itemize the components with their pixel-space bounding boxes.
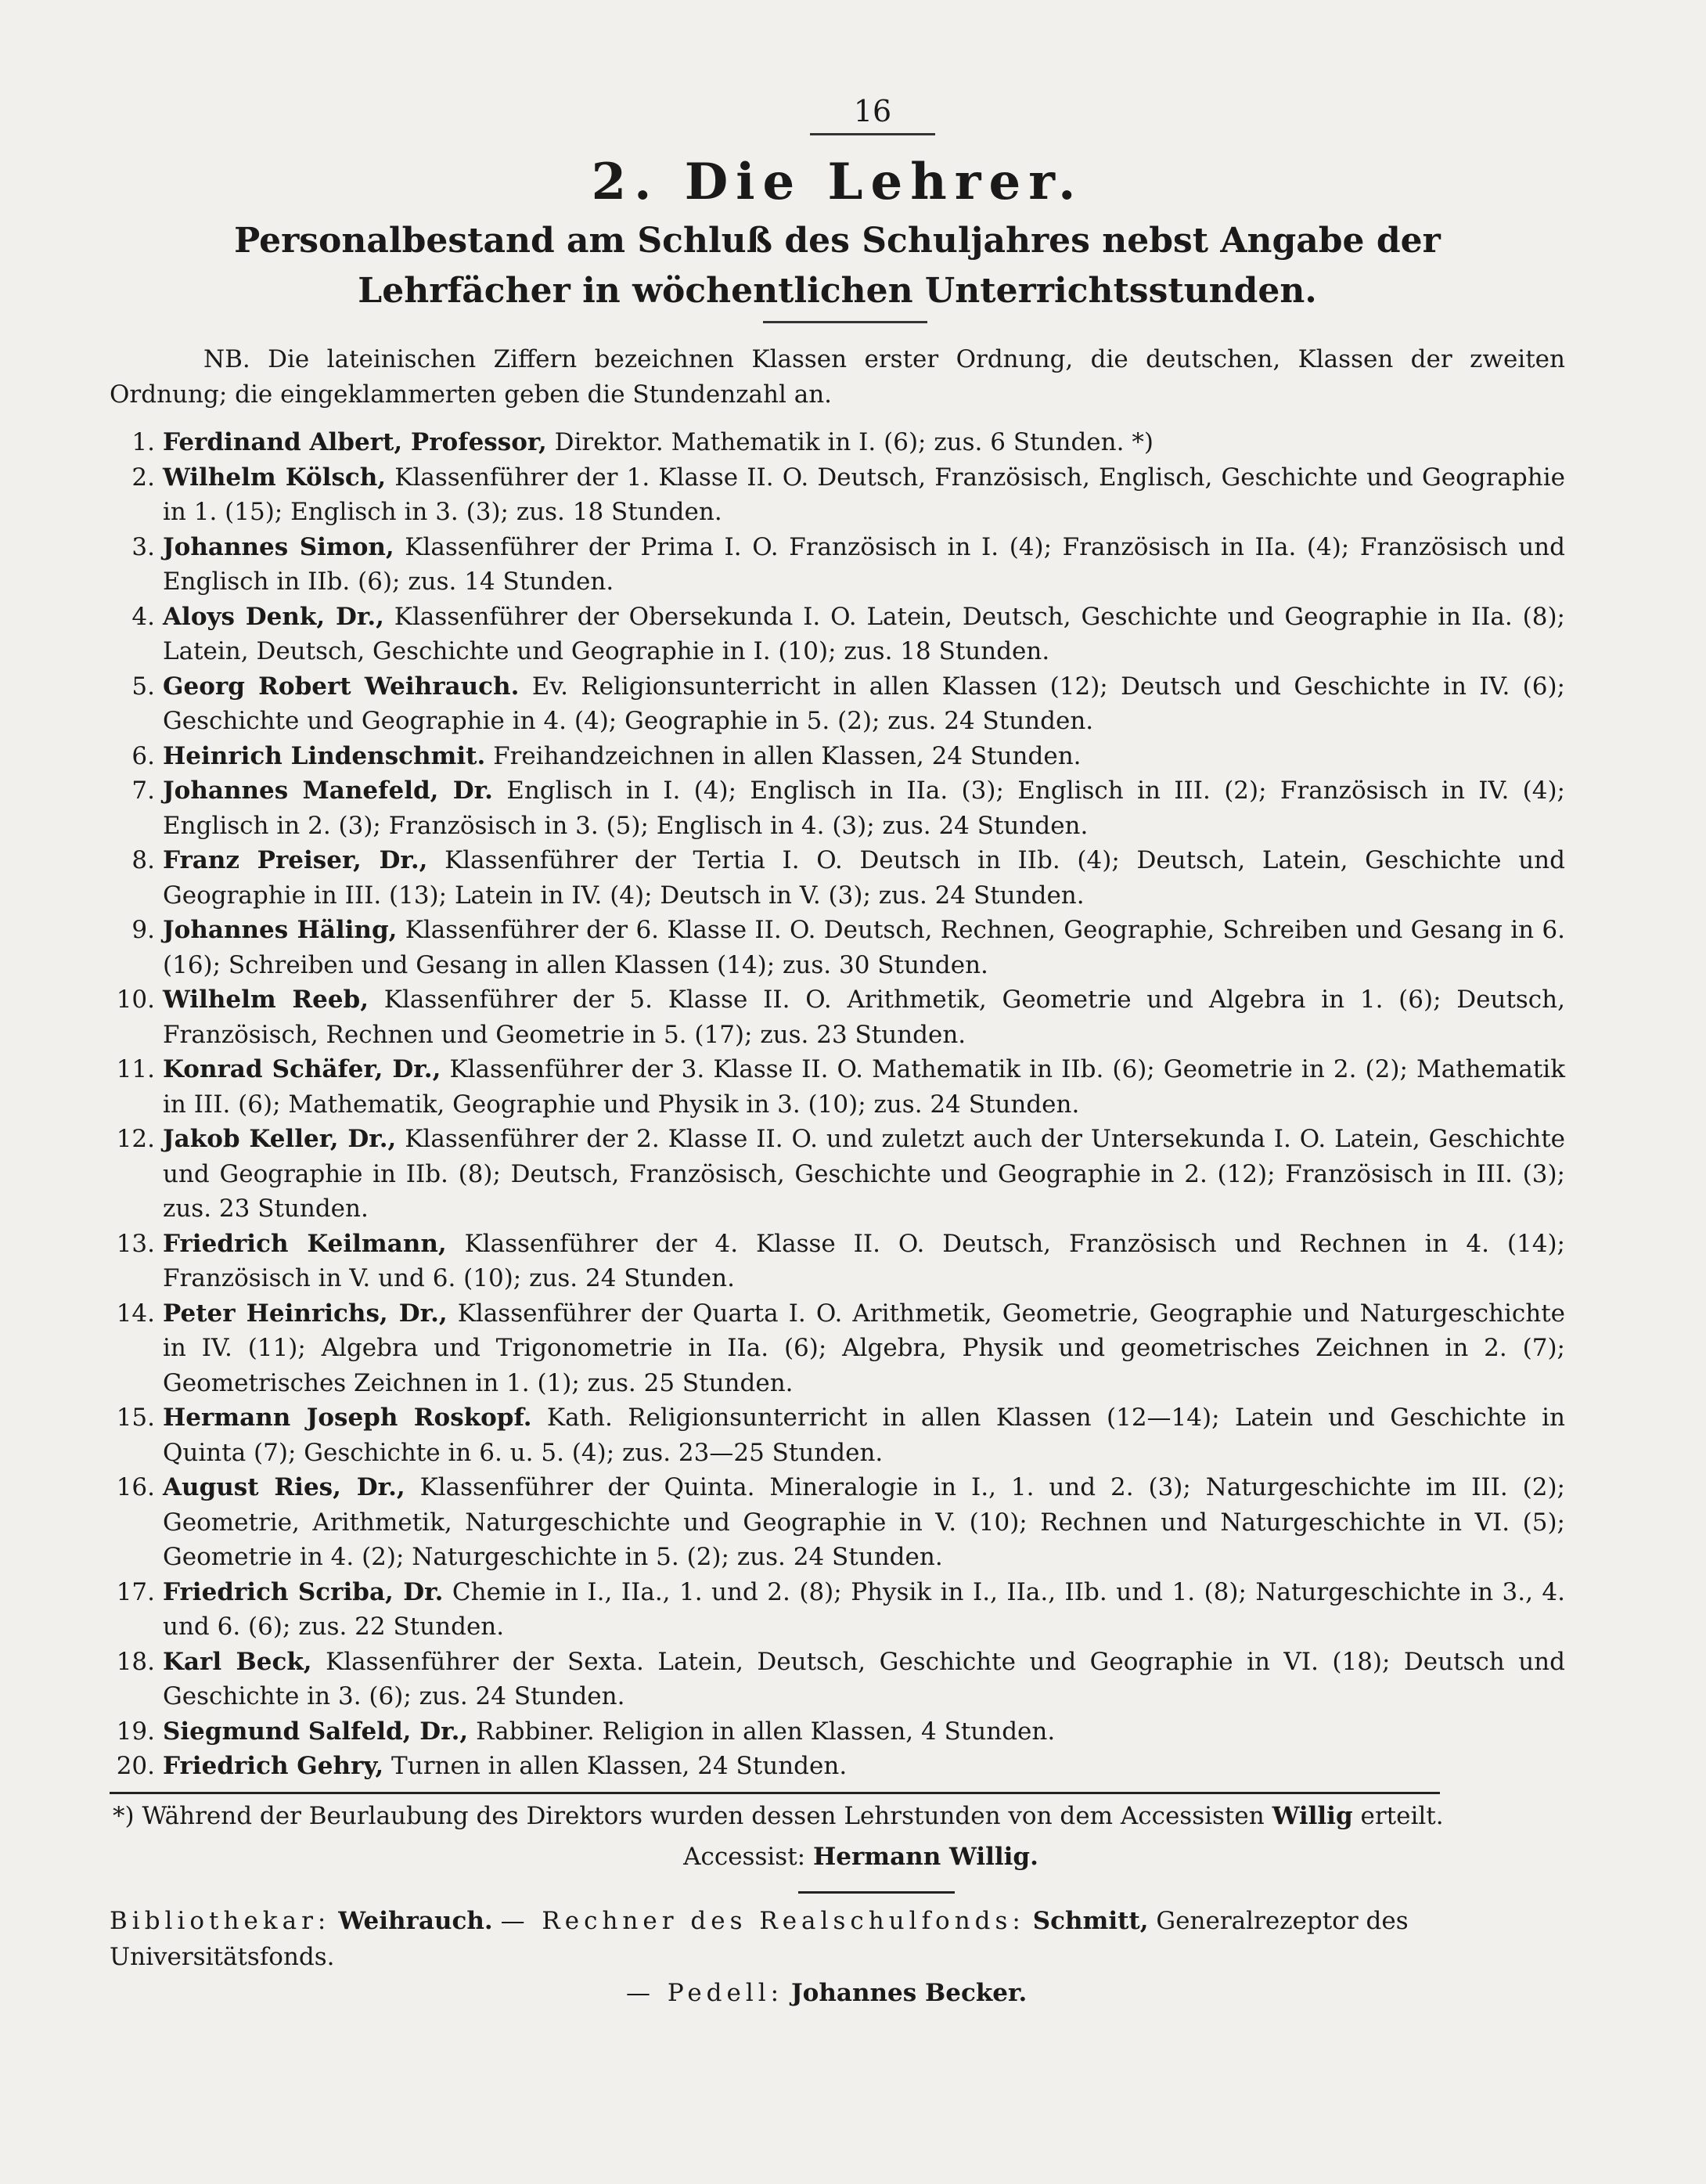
teacher-number: 16. bbox=[116, 1473, 155, 1501]
teacher-name: Aloys Denk, Dr., bbox=[163, 602, 384, 631]
page bbox=[110, 94, 1565, 2011]
teacher-entry bbox=[110, 1470, 1565, 1575]
teacher-name: Georg Robert Weihrauch. bbox=[163, 672, 520, 701]
note-paragraph: NB. Die lateinischen Ziffern bezeichnen Klassen erster Ordnung, die deutschen, Klassen der zweiten Ordnung; die eingeklammerten geben die Stundenzahl an. bbox=[110, 345, 1565, 409]
teacher-number: 9. bbox=[131, 916, 155, 944]
teacher-name: Karl Beck, bbox=[163, 1647, 312, 1676]
teacher-name: Johannes Häling, bbox=[163, 916, 398, 944]
page-number: 16 bbox=[853, 94, 892, 128]
teacher-name: Heinrich Lindenschmit. bbox=[163, 741, 486, 770]
teacher-details: Direktor. Mathematik in I. (6); zus. 6 Stunden. *) bbox=[546, 428, 1154, 456]
janitor-name: Johannes Becker. bbox=[791, 1978, 1028, 2007]
page-number-rule bbox=[810, 133, 935, 135]
teacher-details: Klassenführer der 1. Klasse II. O. Deutsch, Französisch, Englisch, Geschichte und Geographie in 1. (15); Englisch in 3. (3); zus. 18 Stunden. bbox=[163, 463, 1565, 526]
teacher-number: 18. bbox=[116, 1647, 155, 1676]
teacher-details: Klassenführer der Obersekunda I. O. Latein, Deutsch, Geschichte und Geographie in IIa. (8); Latein, Deutsch, Geschichte und Geographie in I. (10); zus. 18 Stunden. bbox=[163, 602, 1565, 665]
teacher-number: 7. bbox=[131, 777, 155, 805]
treasurer-role: Generalrezeptor des Universitätsfonds. bbox=[110, 1906, 1409, 1971]
teacher-entry bbox=[110, 1645, 1565, 1714]
teacher-name: Ferdinand Albert, Professor, bbox=[163, 428, 547, 456]
teacher-details: Chemie in I., IIa., 1. und 2. (8); Physik in I., IIa., IIb. und 1. (8); Naturgeschichte in 3., 4. und 6. (6); zus. 22 Stunden. bbox=[163, 1577, 1565, 1641]
teacher-number: 8. bbox=[131, 846, 155, 874]
teacher-details: Klassenführer der Tertia I. O. Deutsch in IIb. (4); Deutsch, Latein, Geschichte und Geographie in III. (13); Latein in IV. (4); Deutsch in V. (3); zus. 24 Stunden. bbox=[163, 846, 1565, 910]
janitor-label: — Pedell: bbox=[626, 1978, 784, 2007]
accessist-label: Accessist: bbox=[683, 1842, 813, 1871]
footnote-text: *) Während der Beurlaubung des Direktors wurden dessen Lehrstunden von dem Accessisten bbox=[113, 1801, 1272, 1830]
teacher-details: Klassenführer der 6. Klasse II. O. Deutsch, Rechnen, Geographie, Schreiben und Gesang in 6. (16); Schreiben und Gesang in allen Klassen (14); zus. 30 Stunden. bbox=[163, 916, 1566, 979]
teacher-details: Turnen in allen Klassen, 24 Stunden. bbox=[383, 1752, 848, 1780]
teacher-entry bbox=[110, 530, 1565, 600]
teacher-name: Wilhelm Kölsch, bbox=[163, 463, 387, 492]
staff-line-2 bbox=[110, 1975, 1565, 2011]
teacher-number: 19. bbox=[116, 1717, 155, 1746]
teacher-details: Klassenführer der 4. Klasse II. O. Deutsch, Französisch und Rechnen in 4. (14); Französisch in V. und 6. (10); zus. 24 Stunden. bbox=[163, 1229, 1565, 1292]
teacher-entry bbox=[110, 739, 1565, 774]
subtitle-rule bbox=[763, 321, 927, 323]
teacher-name: Jakob Keller, Dr., bbox=[163, 1125, 397, 1153]
staff-line-1 bbox=[110, 1903, 1565, 1975]
teacher-details: Klassenführer der Sexta. Latein, Deutsch, Geschichte und Geographie in VI. (18); Deutsch und Geschichte in 3. (6); zus. 24 Stunden. bbox=[163, 1647, 1565, 1710]
teacher-number: 17. bbox=[116, 1577, 155, 1606]
accessist-name: Hermann Willig. bbox=[812, 1842, 1038, 1871]
teacher-entry bbox=[110, 1749, 1565, 1784]
teacher-name: Friedrich Gehry, bbox=[163, 1752, 384, 1780]
treasurer-name: Schmitt, bbox=[1032, 1906, 1149, 1935]
teacher-details: Freihandzeichnen in allen Klassen, 24 Stunden. bbox=[485, 741, 1082, 770]
teacher-entry bbox=[110, 600, 1565, 669]
teacher-details: Kath. Religionsunterricht in allen Klassen (12—14); Latein und Geschichte in Quinta (7); Geschichte in 6. u. 5. (4); zus. 23—25 Stunden. bbox=[163, 1404, 1565, 1467]
librarian-name: Weihrauch. bbox=[338, 1906, 493, 1935]
treasurer-label: — Rechner des Realschulfonds: bbox=[500, 1906, 1025, 1935]
teacher-details: Klassenführer der Quarta I. O. Arithmetik, Geometrie, Geographie und Naturgeschichte in IV. (11); Algebra und Trigonometrie in IIa. (6); Algebra, Physik und geometrisches Zeichnen in 2. (7); Geometrisches Zeichnen in 1. (1); zus. 25 Stunden. bbox=[163, 1299, 1565, 1397]
teacher-number: 12. bbox=[116, 1125, 155, 1153]
staff-block bbox=[110, 1903, 1565, 2011]
teacher-details: Klassenführer der 3. Klasse II. O. Mathematik in IIb. (6); Geometrie in 2. (2); Mathematik in III. (6); Mathematik, Geographie und Physik in 3. (10); zus. 24 Stunden. bbox=[163, 1055, 1565, 1119]
teacher-name: Konrad Schäfer, Dr., bbox=[163, 1055, 441, 1083]
footnote bbox=[110, 1799, 1565, 1833]
teacher-number: 10. bbox=[116, 986, 155, 1014]
teacher-number: 6. bbox=[131, 741, 155, 770]
footnote-name: Willig bbox=[1272, 1801, 1353, 1830]
teacher-name: August Ries, Dr., bbox=[163, 1473, 405, 1501]
end-rule bbox=[798, 1891, 955, 1894]
teacher-name: Wilhelm Reeb, bbox=[163, 986, 369, 1014]
teacher-details: Englisch in I. (4); Englisch in IIa. (3); Englisch in III. (2); Französisch in IV. (4); Englisch in 2. (3); Französisch in 3. (5); Englisch in 4. (3); zus. 24 Stunden. bbox=[163, 777, 1565, 840]
teacher-entry bbox=[110, 1122, 1565, 1227]
librarian-label: Bibliothekar: bbox=[110, 1906, 331, 1935]
teacher-name: Franz Preiser, Dr., bbox=[163, 846, 428, 874]
teacher-entry bbox=[110, 1227, 1565, 1296]
teacher-entry bbox=[110, 1575, 1565, 1645]
teacher-number: 2. bbox=[131, 463, 155, 492]
teacher-number: 20. bbox=[116, 1752, 155, 1780]
teacher-name: Hermann Joseph Roskopf. bbox=[163, 1404, 532, 1432]
teacher-entry bbox=[110, 1052, 1565, 1122]
teacher-number: 3. bbox=[131, 532, 155, 561]
teacher-number: 13. bbox=[116, 1229, 155, 1258]
teacher-list bbox=[110, 425, 1565, 1784]
teacher-details: Klassenführer der 5. Klasse II. O. Arithmetik, Geometrie und Algebra in 1. (6); Deutsch, Französisch, Rechnen und Geometrie in 5. (17); zus. 23 Stunden. bbox=[163, 986, 1565, 1049]
section-heading: 2. Die Lehrer. bbox=[591, 153, 1084, 211]
teacher-name: Friedrich Scriba, Dr. bbox=[163, 1577, 444, 1606]
teacher-details: Ev. Religionsunterricht in allen Klassen (12); Deutsch und Geschichte in IV. (6); Geschichte und Geographie in 4. (4); Geographie in 5. (2); zus. 24 Stunden. bbox=[163, 672, 1565, 735]
teacher-details: Klassenführer der Prima I. O. Französisch in I. (4); Französisch in IIa. (4); Französisch und Englisch in IIb. (6); zus. 14 Stunden. bbox=[163, 532, 1565, 596]
teacher-details: Klassenführer der 2. Klasse II. O. und zuletzt auch der Untersekunda I. O. Latein, Geschichte und Geographie in IIb. (8); Deutsch, Französisch, Geschichte und Geographie in 2. (12); Französisch in III. (3); zus. 23 Stunden. bbox=[163, 1125, 1565, 1223]
teacher-number: 1. bbox=[131, 428, 155, 456]
teacher-name: Johannes Simon, bbox=[163, 532, 394, 561]
teacher-details: Rabbiner. Religion in allen Klassen, 4 Stunden. bbox=[468, 1717, 1056, 1746]
teacher-entry bbox=[110, 1400, 1565, 1470]
footnote-rule bbox=[110, 1792, 1440, 1794]
teacher-name: Peter Heinrichs, Dr., bbox=[163, 1299, 448, 1328]
teacher-entry bbox=[110, 669, 1565, 739]
teacher-name: Friedrich Keilmann, bbox=[163, 1229, 447, 1258]
teacher-entry bbox=[110, 773, 1565, 843]
teacher-name: Siegmund Salfeld, Dr., bbox=[163, 1717, 469, 1746]
teacher-entry bbox=[110, 460, 1565, 530]
teacher-number: 15. bbox=[116, 1404, 155, 1432]
teacher-number: 14. bbox=[116, 1299, 155, 1328]
teacher-entry bbox=[110, 1296, 1565, 1401]
footnote-text-end: erteilt. bbox=[1352, 1801, 1444, 1830]
section-subtitle: Personalbestand am Schluß des Schuljahres nebst Angabe der Lehrfächer in wöchentlichen Unterrichtsstunden. bbox=[234, 221, 1441, 311]
teacher-entry bbox=[110, 982, 1565, 1052]
teacher-number: 11. bbox=[116, 1055, 155, 1083]
teacher-number: 4. bbox=[131, 602, 155, 631]
teacher-number: 5. bbox=[131, 672, 155, 701]
teacher-details: Klassenführer der Quinta. Mineralogie in I., 1. und 2. (3); Naturgeschichte im III. (2); Geometrie, Arithmetik, Naturgeschichte und Geographie in V. (10); Rechnen und Naturgeschichte in VI. (5); Geometrie in 4. (2); Naturgeschichte in 5. (2); zus. 24 Stunden. bbox=[163, 1473, 1565, 1571]
teacher-entry bbox=[110, 843, 1565, 913]
teacher-entry bbox=[110, 1714, 1565, 1750]
teacher-entry bbox=[110, 913, 1565, 982]
teacher-entry bbox=[110, 425, 1565, 460]
accessist-line bbox=[157, 1840, 1565, 1874]
teacher-name: Johannes Manefeld, Dr. bbox=[163, 777, 493, 805]
